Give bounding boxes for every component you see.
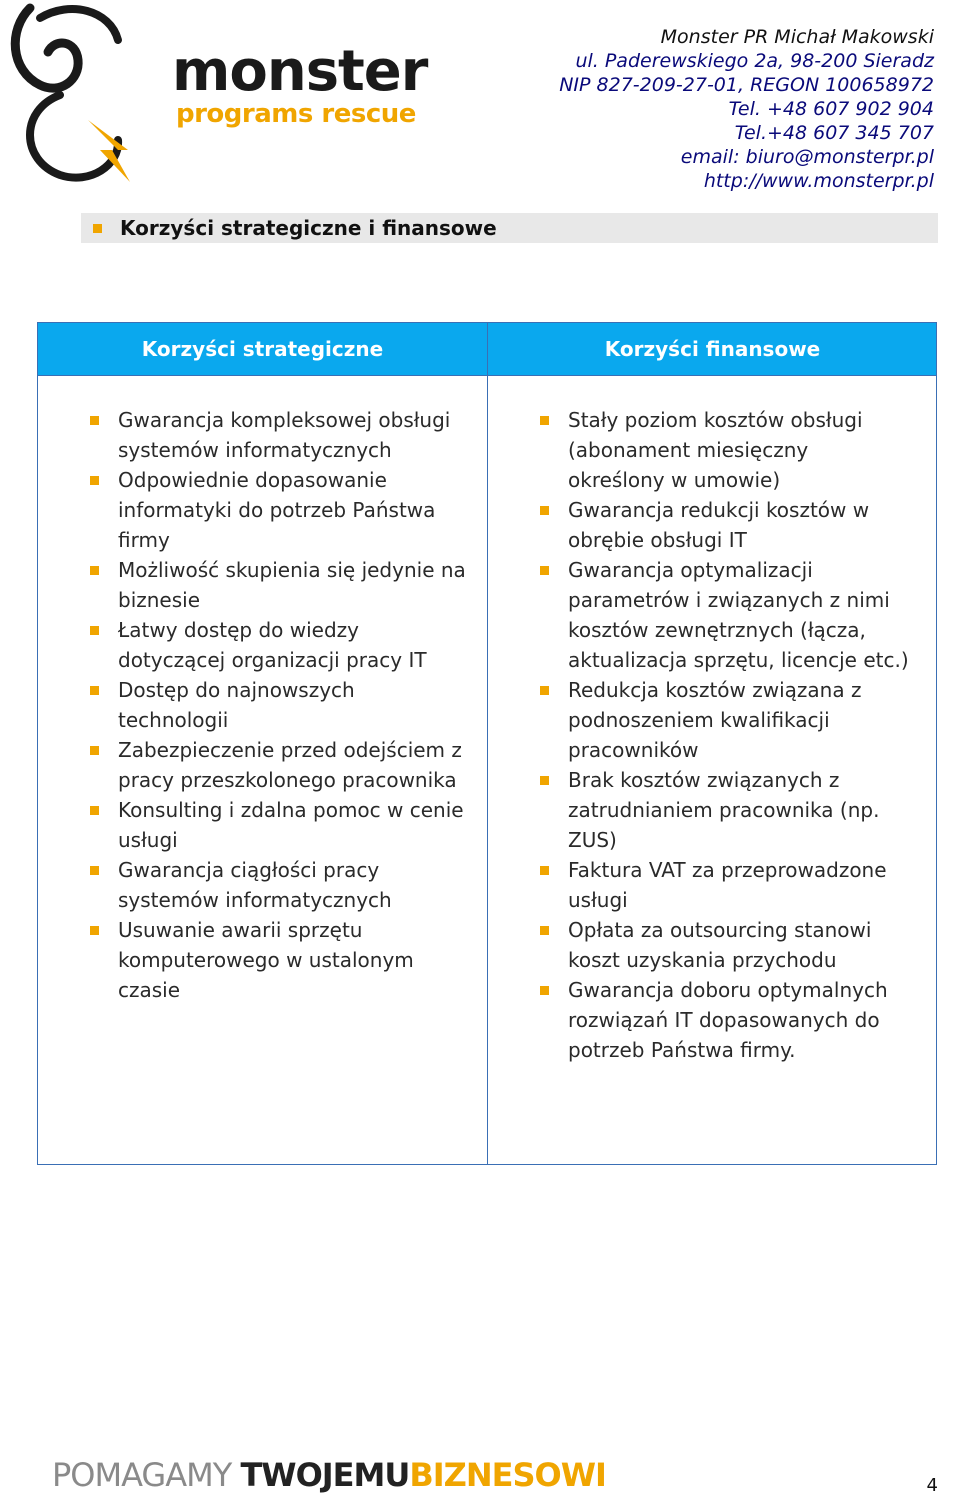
bullet-icon <box>90 686 99 695</box>
logo-wordmark: monster <box>172 39 428 104</box>
list-item: Odpowiednie dopasowanie informatyki do potrzeb Państwa firmy <box>90 465 470 555</box>
page-number: 4 <box>926 1475 938 1496</box>
list-item: Gwarancja kompleksowej obsługi systemów informatycznych <box>90 405 470 465</box>
list-item: Gwarancja doboru optymalnych rozwiązań IT dopasowanych do potrzeb Państwa firmy. <box>540 975 910 1065</box>
company-address: ul. Paderewskiego 2a, 98-200 Sieradz <box>575 50 934 72</box>
bullet-icon <box>540 416 549 425</box>
list-item: Dostęp do najnowszych technologii <box>90 675 470 735</box>
list-item: Możliwość skupienia się jedynie na biznesie <box>90 555 470 615</box>
company-phone-2: Tel.+48 607 345 707 <box>734 122 934 144</box>
bullet-icon <box>540 776 549 785</box>
list-item: Gwarancja redukcji kosztów w obrębie obsługi IT <box>540 495 910 555</box>
slogan-part-3: BIZNESOWI <box>409 1456 606 1494</box>
list-item: Konsulting i zdalna pomoc w cenie usługi <box>90 795 470 855</box>
list-item: Gwarancja ciągłości pracy systemów informatycznych <box>90 855 470 915</box>
company-name: Monster PR Michał Makowski <box>660 26 934 48</box>
list-item: Stały poziom kosztów obsługi (abonament miesięczny określony w umowie) <box>540 405 910 495</box>
list-item: Gwarancja optymalizacji parametrów i związanych z nimi kosztów zewnętrznych (łącza, aktualizacja sprzętu, licencje etc.) <box>540 555 910 675</box>
bullet-icon <box>90 866 99 875</box>
bullet-icon <box>90 806 99 815</box>
bullet-icon <box>90 746 99 755</box>
bullet-icon <box>90 566 99 575</box>
bullet-icon <box>90 626 99 635</box>
company-ids: NIP 827-209-27-01, REGON 100658972 <box>559 74 934 96</box>
bullet-icon <box>540 986 549 995</box>
footer-slogan <box>52 1455 606 1495</box>
bullet-icon <box>93 224 102 233</box>
header-divider <box>38 375 936 376</box>
list-item: Opłata za outsourcing stanowi koszt uzyskania przychodu <box>540 915 910 975</box>
list-item: Usuwanie awarii sprzętu komputerowego w ustalonym czasie <box>90 915 470 1005</box>
bullet-icon <box>540 506 549 515</box>
list-item: Redukcja kosztów związana z podnoszeniem kwalifikacji pracowników <box>540 675 910 765</box>
section-title: Korzyści strategiczne i finansowe <box>120 216 497 240</box>
company-info <box>474 25 934 193</box>
strategic-benefits-list <box>90 405 470 1005</box>
benefits-table <box>37 322 937 1165</box>
logo-mark-icon <box>0 0 200 190</box>
logo-tagline: programs rescue <box>176 99 416 129</box>
bullet-icon <box>540 566 549 575</box>
company-logo <box>0 0 430 190</box>
list-item: Zabezpieczenie przed odejściem z pracy przeszkolonego pracownika <box>90 735 470 795</box>
financial-benefits-list <box>540 405 910 1065</box>
slogan-part-2: TWOJEMU <box>240 1456 410 1494</box>
list-item: Brak kosztów związanych z zatrudnianiem pracownika (np. ZUS) <box>540 765 910 855</box>
bullet-icon <box>540 926 549 935</box>
company-phone-1: Tel. +48 607 902 904 <box>728 98 934 120</box>
bullet-icon <box>540 866 549 875</box>
list-item: Faktura VAT za przeprowadzone usługi <box>540 855 910 915</box>
list-item: Łatwy dostęp do wiedzy dotyczącej organizacji pracy IT <box>90 615 470 675</box>
bullet-icon <box>90 476 99 485</box>
company-website: http://www.monsterpr.pl <box>703 170 934 192</box>
bullet-icon <box>540 686 549 695</box>
company-email: email: biuro@monsterpr.pl <box>680 146 934 168</box>
column-title-strategic: Korzyści strategiczne <box>141 337 384 361</box>
bullet-icon <box>90 926 99 935</box>
slogan-part-1: POMAGAMY <box>52 1456 241 1494</box>
bullet-icon <box>90 416 99 425</box>
section-header <box>81 213 938 243</box>
column-divider <box>487 323 488 1164</box>
column-title-financial: Korzyści finansowe <box>604 337 821 361</box>
